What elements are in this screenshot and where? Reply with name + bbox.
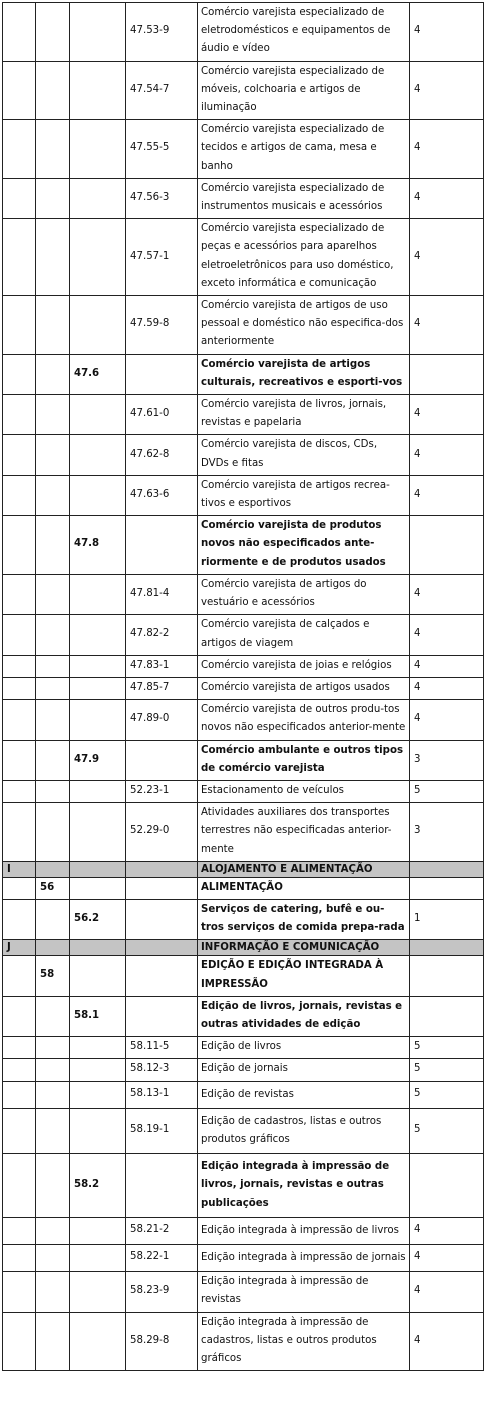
table-row bbox=[3, 516, 484, 575]
group-code-cell bbox=[70, 395, 126, 435]
class-code-cell: 47.54-7 bbox=[126, 61, 198, 120]
class-code-cell: 58.19-1 bbox=[126, 1108, 198, 1153]
risk-value-cell: 5 bbox=[410, 1037, 484, 1059]
group-code-cell bbox=[70, 120, 126, 179]
division-code-cell bbox=[36, 574, 70, 614]
section-code-cell bbox=[3, 395, 36, 435]
table-row bbox=[3, 700, 484, 740]
section-code-cell bbox=[3, 1244, 36, 1271]
division-code-cell bbox=[36, 296, 70, 355]
class-code-cell bbox=[126, 1154, 198, 1218]
division-code-cell bbox=[36, 395, 70, 435]
division-code-cell bbox=[36, 677, 70, 699]
section-code-cell bbox=[3, 700, 36, 740]
group-code-cell: 47.6 bbox=[70, 354, 126, 394]
class-code-cell: 47.59-8 bbox=[126, 296, 198, 355]
table-row bbox=[3, 61, 484, 120]
group-code-cell: 58.2 bbox=[70, 1154, 126, 1218]
risk-value-cell: 4 bbox=[410, 574, 484, 614]
division-code-cell: 58 bbox=[36, 956, 70, 996]
class-code-cell bbox=[126, 956, 198, 996]
class-code-cell: 47.83-1 bbox=[126, 655, 198, 677]
table-body bbox=[3, 3, 484, 1371]
group-code-cell bbox=[70, 574, 126, 614]
description-cell: Edição de livros bbox=[198, 1037, 410, 1059]
table-row bbox=[3, 803, 484, 862]
division-code-cell bbox=[36, 655, 70, 677]
section-code-cell bbox=[3, 780, 36, 802]
group-code-cell bbox=[70, 475, 126, 515]
description-cell: Edição de livros, jornais, revistas e outras atividades de edição bbox=[198, 996, 410, 1036]
section-code-cell bbox=[3, 516, 36, 575]
group-code-cell bbox=[70, 803, 126, 862]
division-code-cell: 56 bbox=[36, 877, 70, 899]
section-code-cell bbox=[3, 1059, 36, 1081]
description-cell: Atividades auxiliares dos transportes terrestres não especificadas anterior-mente bbox=[198, 803, 410, 862]
division-code-cell bbox=[36, 615, 70, 655]
risk-value-cell bbox=[410, 940, 484, 956]
group-code-cell bbox=[70, 296, 126, 355]
class-code-cell: 47.55-5 bbox=[126, 120, 198, 179]
division-code-cell bbox=[36, 996, 70, 1036]
section-code-cell bbox=[3, 956, 36, 996]
table-row bbox=[3, 956, 484, 996]
section-code-cell bbox=[3, 120, 36, 179]
group-code-cell bbox=[70, 1217, 126, 1244]
division-code-cell bbox=[36, 1154, 70, 1218]
table-row bbox=[3, 219, 484, 296]
class-code-cell bbox=[126, 877, 198, 899]
group-code-cell bbox=[70, 615, 126, 655]
risk-value-cell bbox=[410, 516, 484, 575]
table-row bbox=[3, 1312, 484, 1371]
group-code-cell bbox=[70, 3, 126, 62]
group-code-cell bbox=[70, 219, 126, 296]
division-code-cell bbox=[36, 740, 70, 780]
section-code-cell bbox=[3, 435, 36, 475]
risk-value-cell: 3 bbox=[410, 740, 484, 780]
table-row bbox=[3, 615, 484, 655]
section-code-cell bbox=[3, 996, 36, 1036]
risk-value-cell: 5 bbox=[410, 780, 484, 802]
section-code-cell bbox=[3, 1154, 36, 1218]
table-row bbox=[3, 1272, 484, 1312]
division-code-cell bbox=[36, 861, 70, 877]
risk-value-cell bbox=[410, 996, 484, 1036]
risk-value-cell: 4 bbox=[410, 615, 484, 655]
division-code-cell bbox=[36, 940, 70, 956]
section-code-cell bbox=[3, 740, 36, 780]
risk-value-cell: 4 bbox=[410, 475, 484, 515]
group-code-cell bbox=[70, 435, 126, 475]
section-code-cell bbox=[3, 3, 36, 62]
section-code-cell bbox=[3, 1272, 36, 1312]
group-code-cell bbox=[70, 940, 126, 956]
section-code-cell bbox=[3, 877, 36, 899]
description-cell: Serviços de catering, bufê e ou-tros serviços de comida prepa-rada bbox=[198, 899, 410, 939]
description-cell: Comércio varejista de artigos culturais, recreativos e esporti-vos bbox=[198, 354, 410, 394]
division-code-cell bbox=[36, 1081, 70, 1108]
risk-value-cell: 3 bbox=[410, 803, 484, 862]
risk-value-cell bbox=[410, 956, 484, 996]
risk-value-cell: 4 bbox=[410, 178, 484, 218]
group-code-cell bbox=[70, 861, 126, 877]
section-code-cell bbox=[3, 1108, 36, 1153]
section-code-cell bbox=[3, 803, 36, 862]
class-code-cell: 58.13-1 bbox=[126, 1081, 198, 1108]
table-row bbox=[3, 899, 484, 939]
description-cell: ALIMENTAÇÃO bbox=[198, 877, 410, 899]
class-code-cell bbox=[126, 516, 198, 575]
division-code-cell bbox=[36, 475, 70, 515]
division-code-cell bbox=[36, 3, 70, 62]
description-cell: Comércio varejista especializado de móveis, colchoaria e artigos de iluminação bbox=[198, 61, 410, 120]
description-cell: EDIÇÃO E EDIÇÃO INTEGRADA À IMPRESSÃO bbox=[198, 956, 410, 996]
risk-value-cell: 5 bbox=[410, 1081, 484, 1108]
description-cell: Comércio varejista de discos, CDs, DVDs e fitas bbox=[198, 435, 410, 475]
risk-value-cell bbox=[410, 354, 484, 394]
table-row bbox=[3, 655, 484, 677]
class-code-cell bbox=[126, 861, 198, 877]
group-code-cell bbox=[70, 1244, 126, 1271]
table-row bbox=[3, 1217, 484, 1244]
table-row bbox=[3, 1059, 484, 1081]
class-code-cell: 58.22-1 bbox=[126, 1244, 198, 1271]
group-code-cell bbox=[70, 61, 126, 120]
risk-value-cell: 5 bbox=[410, 1108, 484, 1153]
group-code-cell bbox=[70, 1312, 126, 1371]
risk-value-cell: 4 bbox=[410, 296, 484, 355]
section-code-cell bbox=[3, 1037, 36, 1059]
risk-value-cell: 1 bbox=[410, 899, 484, 939]
class-code-cell: 47.63-6 bbox=[126, 475, 198, 515]
division-code-cell bbox=[36, 1244, 70, 1271]
group-code-cell bbox=[70, 1081, 126, 1108]
class-code-cell: 52.29-0 bbox=[126, 803, 198, 862]
class-code-cell: 58.11-5 bbox=[126, 1037, 198, 1059]
section-code-cell bbox=[3, 1312, 36, 1371]
risk-value-cell: 4 bbox=[410, 3, 484, 62]
group-code-cell: 47.9 bbox=[70, 740, 126, 780]
table-row bbox=[3, 296, 484, 355]
division-code-cell bbox=[36, 120, 70, 179]
group-code-cell bbox=[70, 1108, 126, 1153]
class-code-cell bbox=[126, 940, 198, 956]
section-code-cell bbox=[3, 899, 36, 939]
division-code-cell bbox=[36, 899, 70, 939]
division-code-cell bbox=[36, 61, 70, 120]
risk-value-cell: 4 bbox=[410, 219, 484, 296]
division-code-cell bbox=[36, 178, 70, 218]
class-code-cell: 47.89-0 bbox=[126, 700, 198, 740]
class-code-cell bbox=[126, 740, 198, 780]
risk-value-cell: 4 bbox=[410, 120, 484, 179]
description-cell: Comércio varejista de artigos do vestuário e acessórios bbox=[198, 574, 410, 614]
division-code-cell bbox=[36, 354, 70, 394]
risk-value-cell: 4 bbox=[410, 61, 484, 120]
risk-value-cell: 4 bbox=[410, 1312, 484, 1371]
description-cell: Edição integrada à impressão de revistas bbox=[198, 1272, 410, 1312]
table-row bbox=[3, 677, 484, 699]
section-code-cell bbox=[3, 677, 36, 699]
description-cell: Comércio varejista especializado de peças e acessórios para aparelhos eletroeletrônicos para uso doméstico, exceto informática e comunicação bbox=[198, 219, 410, 296]
class-code-cell bbox=[126, 354, 198, 394]
table-row bbox=[3, 1081, 484, 1108]
description-cell: Estacionamento de veículos bbox=[198, 780, 410, 802]
description-cell: Comércio varejista de calçados e artigos de viagem bbox=[198, 615, 410, 655]
table-row bbox=[3, 861, 484, 877]
table-row bbox=[3, 740, 484, 780]
risk-value-cell: 4 bbox=[410, 1244, 484, 1271]
description-cell: Comércio varejista de livros, jornais, revistas e papelaria bbox=[198, 395, 410, 435]
risk-value-cell: 5 bbox=[410, 1059, 484, 1081]
class-code-cell: 47.57-1 bbox=[126, 219, 198, 296]
group-code-cell bbox=[70, 655, 126, 677]
division-code-cell bbox=[36, 435, 70, 475]
table-row bbox=[3, 1154, 484, 1218]
group-code-cell bbox=[70, 877, 126, 899]
division-code-cell bbox=[36, 1108, 70, 1153]
description-cell: ALOJAMENTO E ALIMENTAÇÃO bbox=[198, 861, 410, 877]
description-cell: Comércio varejista de produtos novos não especificados ante-riormente e de produtos usados bbox=[198, 516, 410, 575]
division-code-cell bbox=[36, 1037, 70, 1059]
class-code-cell: 47.61-0 bbox=[126, 395, 198, 435]
group-code-cell: 56.2 bbox=[70, 899, 126, 939]
description-cell: Comércio varejista de joias e relógios bbox=[198, 655, 410, 677]
description-cell: Comércio varejista de outros produ-tos novos não especificados anterior-mente bbox=[198, 700, 410, 740]
risk-value-cell: 4 bbox=[410, 395, 484, 435]
class-code-cell: 58.12-3 bbox=[126, 1059, 198, 1081]
section-code-cell: J bbox=[3, 940, 36, 956]
division-code-cell bbox=[36, 1312, 70, 1371]
section-code-cell bbox=[3, 1081, 36, 1108]
risk-value-cell: 4 bbox=[410, 1217, 484, 1244]
table-row bbox=[3, 354, 484, 394]
section-code-cell bbox=[3, 655, 36, 677]
risk-value-cell bbox=[410, 861, 484, 877]
section-code-cell bbox=[3, 354, 36, 394]
group-code-cell bbox=[70, 956, 126, 996]
risk-value-cell: 4 bbox=[410, 700, 484, 740]
group-code-cell bbox=[70, 178, 126, 218]
description-cell: Comércio varejista de artigos de uso pessoal e doméstico não especifica-dos anteriormente bbox=[198, 296, 410, 355]
description-cell: Comércio varejista de artigos recrea-tivos e esportivos bbox=[198, 475, 410, 515]
table-row bbox=[3, 574, 484, 614]
class-code-cell: 58.29-8 bbox=[126, 1312, 198, 1371]
table-row bbox=[3, 3, 484, 62]
group-code-cell: 58.1 bbox=[70, 996, 126, 1036]
table-row bbox=[3, 435, 484, 475]
table-row bbox=[3, 1244, 484, 1271]
description-cell: Edição de jornais bbox=[198, 1059, 410, 1081]
division-code-cell bbox=[36, 803, 70, 862]
table-row bbox=[3, 395, 484, 435]
division-code-cell bbox=[36, 780, 70, 802]
group-code-cell bbox=[70, 1272, 126, 1312]
description-cell: Comércio varejista de artigos usados bbox=[198, 677, 410, 699]
description-cell: Comércio varejista especializado de eletrodomésticos e equipamentos de áudio e vídeo bbox=[198, 3, 410, 62]
division-code-cell bbox=[36, 1217, 70, 1244]
table-row bbox=[3, 940, 484, 956]
description-cell: INFORMAÇÃO E COMUNICAÇÃO bbox=[198, 940, 410, 956]
division-code-cell bbox=[36, 700, 70, 740]
group-code-cell bbox=[70, 1037, 126, 1059]
description-cell: Comércio ambulante e outros tipos de comércio varejista bbox=[198, 740, 410, 780]
class-code-cell bbox=[126, 899, 198, 939]
section-code-cell: I bbox=[3, 861, 36, 877]
description-cell: Edição de revistas bbox=[198, 1081, 410, 1108]
division-code-cell bbox=[36, 219, 70, 296]
table-row bbox=[3, 1037, 484, 1059]
class-code-cell: 47.56-3 bbox=[126, 178, 198, 218]
table-row bbox=[3, 1108, 484, 1153]
class-code-cell: 58.21-2 bbox=[126, 1217, 198, 1244]
description-cell: Comércio varejista especializado de tecidos e artigos de cama, mesa e banho bbox=[198, 120, 410, 179]
section-code-cell bbox=[3, 296, 36, 355]
section-code-cell bbox=[3, 615, 36, 655]
risk-value-cell bbox=[410, 877, 484, 899]
section-code-cell bbox=[3, 574, 36, 614]
section-code-cell bbox=[3, 1217, 36, 1244]
description-cell: Edição integrada à impressão de cadastros, listas e outros produtos gráficos bbox=[198, 1312, 410, 1371]
class-code-cell bbox=[126, 996, 198, 1036]
section-code-cell bbox=[3, 178, 36, 218]
class-code-cell: 47.62-8 bbox=[126, 435, 198, 475]
description-cell: Comércio varejista especializado de instrumentos musicais e acessórios bbox=[198, 178, 410, 218]
table-row bbox=[3, 996, 484, 1036]
class-code-cell: 52.23-1 bbox=[126, 780, 198, 802]
class-code-cell: 47.85-7 bbox=[126, 677, 198, 699]
division-code-cell bbox=[36, 1059, 70, 1081]
class-code-cell: 47.82-2 bbox=[126, 615, 198, 655]
group-code-cell bbox=[70, 1059, 126, 1081]
section-code-cell bbox=[3, 475, 36, 515]
section-code-cell bbox=[3, 219, 36, 296]
table-row bbox=[3, 178, 484, 218]
description-cell: Edição integrada à impressão de livros bbox=[198, 1217, 410, 1244]
risk-value-cell: 4 bbox=[410, 655, 484, 677]
group-code-cell bbox=[70, 677, 126, 699]
division-code-cell bbox=[36, 1272, 70, 1312]
class-code-cell: 47.53-9 bbox=[126, 3, 198, 62]
description-cell: Edição integrada à impressão de jornais bbox=[198, 1244, 410, 1271]
description-cell: Edição de cadastros, listas e outros produtos gráficos bbox=[198, 1108, 410, 1153]
table-row bbox=[3, 877, 484, 899]
class-code-cell: 58.23-9 bbox=[126, 1272, 198, 1312]
table-row bbox=[3, 475, 484, 515]
division-code-cell bbox=[36, 516, 70, 575]
table-row bbox=[3, 120, 484, 179]
group-code-cell bbox=[70, 700, 126, 740]
class-code-cell: 47.81-4 bbox=[126, 574, 198, 614]
risk-value-cell: 4 bbox=[410, 1272, 484, 1312]
risk-value-cell bbox=[410, 1154, 484, 1218]
group-code-cell: 47.8 bbox=[70, 516, 126, 575]
risk-value-cell: 4 bbox=[410, 435, 484, 475]
table-row bbox=[3, 780, 484, 802]
description-cell: Edição integrada à impressão de livros, jornais, revistas e outras publicações bbox=[198, 1154, 410, 1218]
section-code-cell bbox=[3, 61, 36, 120]
cnae-activity-table bbox=[2, 2, 484, 1371]
group-code-cell bbox=[70, 780, 126, 802]
risk-value-cell: 4 bbox=[410, 677, 484, 699]
